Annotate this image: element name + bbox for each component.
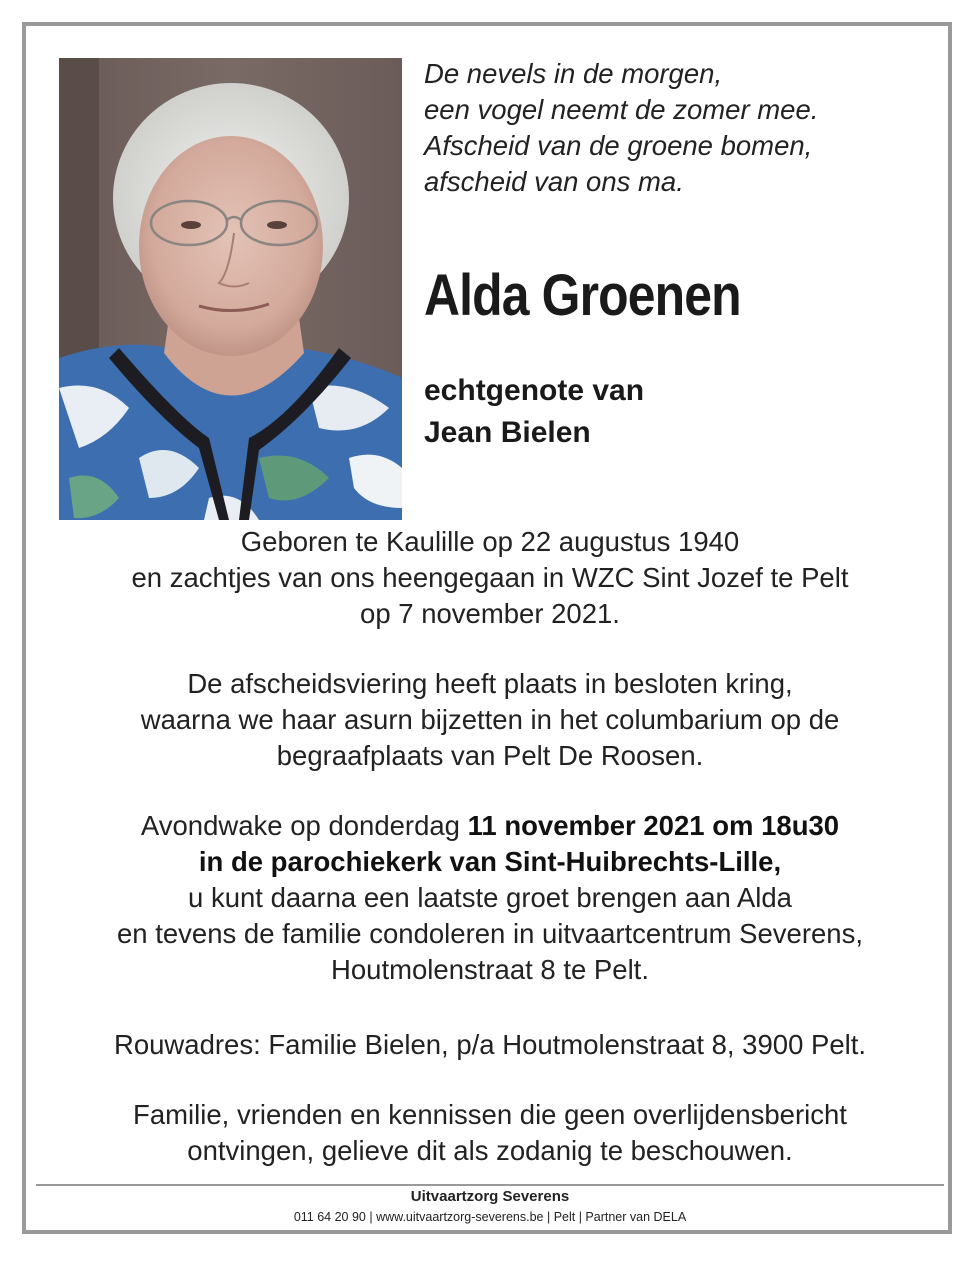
ceremony-line: begraafplaats van Pelt De Roosen. [276,740,704,771]
ceremony-paragraph [40,666,940,774]
wake-date-line [40,808,940,844]
notice-line: ontvingen, gelieve dit als zodanig te beschouwen. [187,1135,793,1166]
poem-line: De nevels in de morgen, [424,58,723,89]
death-date-line: op 7 november 2021. [360,598,620,629]
funeral-company-contact: 011 64 20 90 | www.uitvaartzorg-severens.be | Pelt | Partner van DELA [293,1210,687,1224]
portrait-illustration [59,58,402,520]
ceremony-line: De afscheidsviering heeft plaats in besloten kring, [187,668,793,699]
notice-paragraph [40,1097,940,1169]
wake-line: en tevens de familie condoleren in uitvaartcentrum Severens, [117,918,863,949]
memorial-poem [424,56,944,200]
poem-line: een vogel neemt de zomer mee. [424,94,819,125]
wake-paragraph [40,808,940,988]
ceremony-line: waarna we haar asurn bijzetten in het columbarium op de [140,704,840,735]
deceased-name: Alda Groenen [424,263,741,328]
wake-date-time: 11 november 2021 om 18u30 [467,810,840,841]
notice-line: Familie, vrienden en kennissen die geen overlijdensbericht [133,1099,847,1130]
spouse-name: Jean Bielen [424,416,591,449]
address-paragraph [40,1027,940,1063]
death-line: en zachtjes van ons heengegaan in WZC Sint Jozef te Pelt [131,562,849,593]
spouse-block [424,370,644,454]
wake-line: Houtmolenstraat 8 te Pelt. [331,954,649,985]
wake-location: in de parochiekerk van Sint-Huibrechts-Lille, [198,846,782,877]
wake-intro: Avondwake op donderdag [140,810,468,841]
mourning-address: Rouwadres: Familie Bielen, p/a Houtmolenstraat 8, 3900 Pelt. [113,1029,867,1060]
wake-line: u kunt daarna een laatste groet brengen aan Alda [188,882,792,913]
birth-death-paragraph [40,524,940,632]
portrait-photo [59,58,402,520]
relation-label: echtgenote van [424,374,645,407]
footer-divider [36,1184,944,1186]
poem-line: afscheid van ons ma. [424,166,684,197]
poem-line: Afscheid van de groene bomen, [424,130,813,161]
funeral-company-name: Uitvaartzorg Severens [410,1188,570,1205]
birth-line: Geboren te Kaulille op 22 augustus 1940 [240,526,740,557]
